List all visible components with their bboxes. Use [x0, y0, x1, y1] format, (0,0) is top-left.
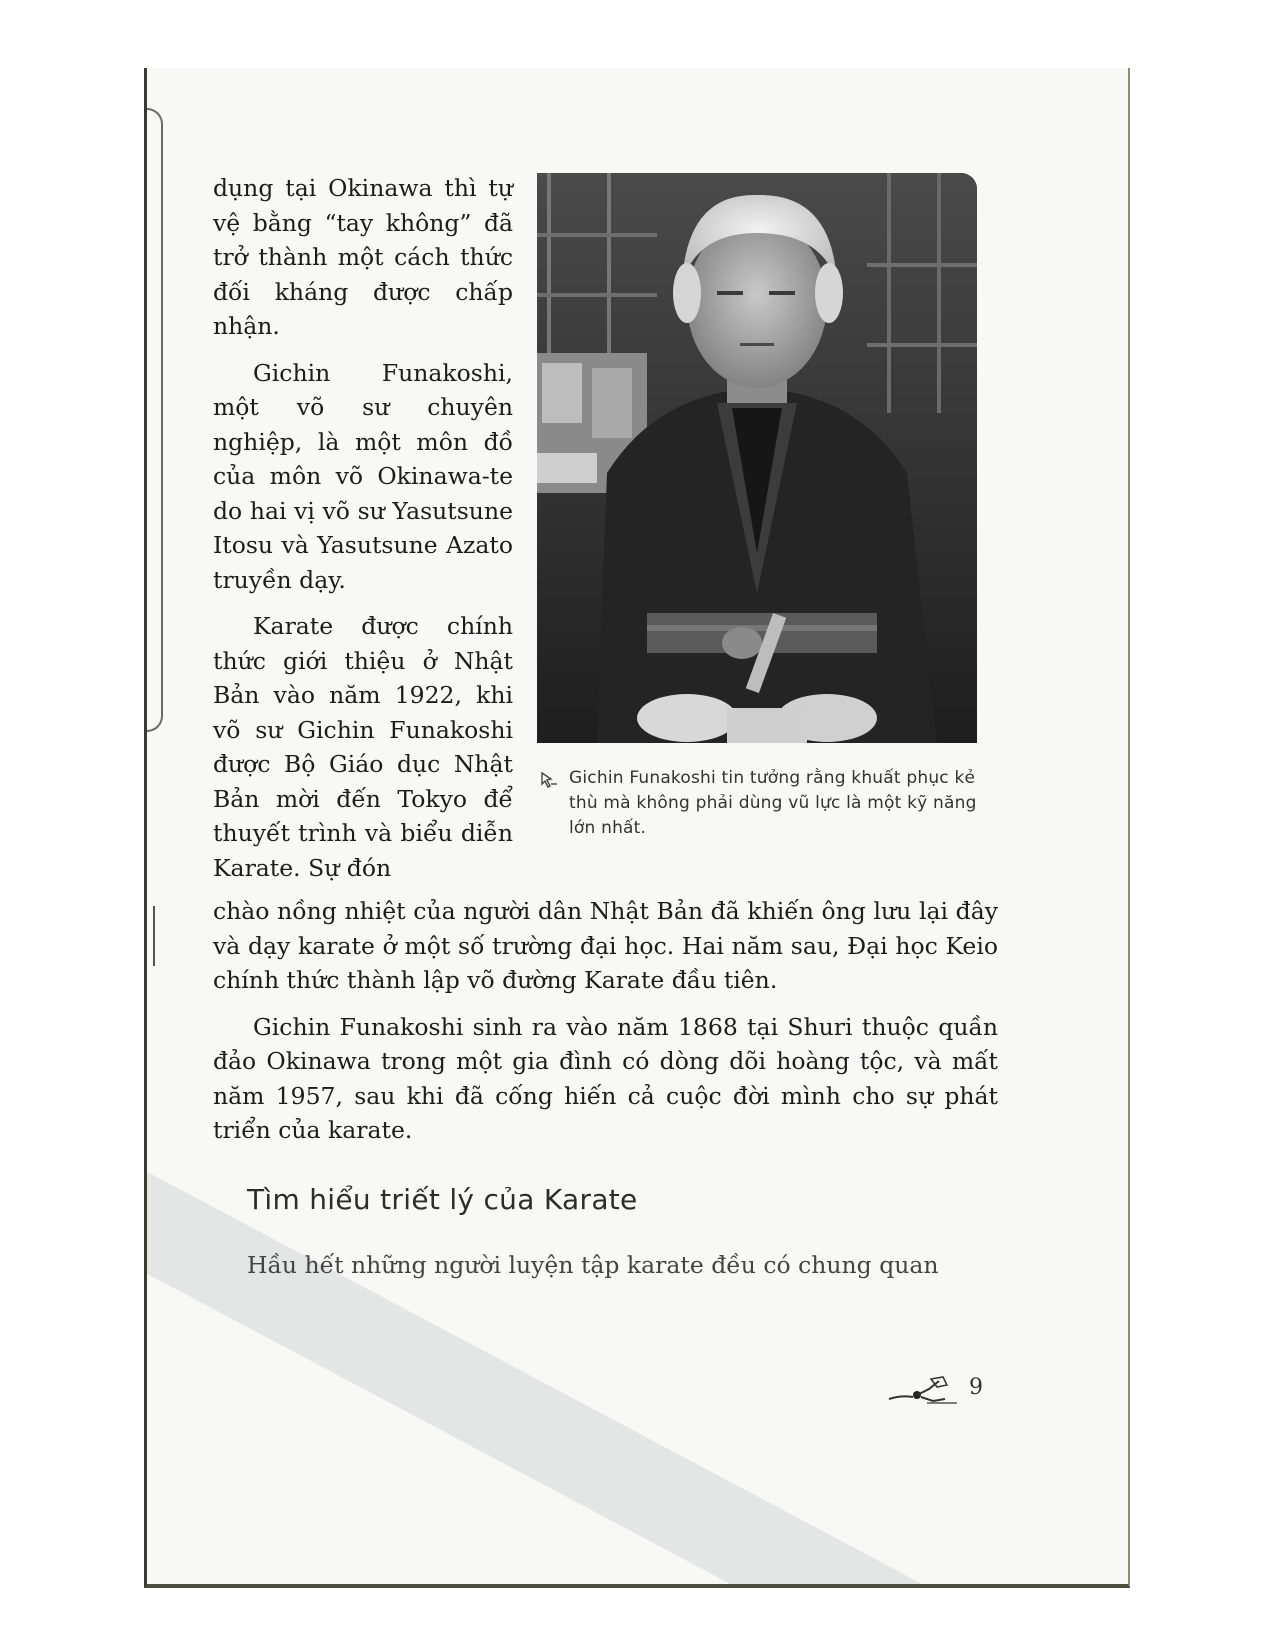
- photo-caption: [539, 766, 979, 841]
- paragraph-3-continued: chào nồng nhiệt của người dân Nhật Bản đã khiến ông lưu lại đây và dạy karate ở một số trường đại học. Hai năm sau, Đại học Keio chính thức thành lập võ đường Karate đầu tiên.: [213, 897, 998, 994]
- portrait-photo-icon: [537, 173, 977, 743]
- page-footer: [887, 1373, 987, 1413]
- full-width-text: [213, 894, 998, 1160]
- paragraph-3: Karate được chính thức giới thiệu ở Nhật Bản vào năm 1922, khi võ sư Gichin Funakoshi được Bộ Giáo dục Nhật Bản mời đến Tokyo để thuyết trình và biểu diễn Karate. Sự đón: [213, 612, 513, 882]
- paragraph-2: Gichin Funakoshi, một võ sư chuyên nghiệp, là một môn đồ của môn võ Okinawa-te do hai vị võ sư Yasutsune Itosu và Yasutsune Azato truyền dạy.: [213, 358, 513, 594]
- karate-kick-icon: [887, 1373, 957, 1409]
- book-page: [144, 68, 1130, 1588]
- previous-page-edge-mark: [147, 906, 155, 966]
- narrow-text-column: [213, 171, 513, 885]
- portrait-photo: [537, 173, 977, 743]
- pointer-icon: [539, 770, 559, 790]
- light-shadow: [144, 1108, 1130, 1588]
- paragraph-1: dụng tại Okinawa thì tự vệ bằng “tay không” đã trở thành một cách thức đối kháng được chấp nhận.: [213, 174, 513, 340]
- section-heading: Tìm hiểu triết lý của Karate: [247, 1183, 638, 1216]
- page-number: 9: [969, 1375, 983, 1400]
- previous-page-edge: [147, 108, 163, 732]
- last-paragraph: Hầu hết những người luyện tập karate đều có chung quan: [247, 1251, 939, 1279]
- paragraph-4: Gichin Funakoshi sinh ra vào năm 1868 tại Shuri thuộc quần đảo Okinawa trong một gia đình có dòng dõi hoàng tộc, và mất năm 1957, sau khi đã cống hiến cả cuộc đời mình cho sự phát triển của karate.: [213, 1012, 998, 1144]
- caption-text: Gichin Funakoshi tin tưởng rằng khuất phục kẻ thù mà không phải dùng vũ lực là một kỹ năng lớn nhất.: [569, 768, 977, 838]
